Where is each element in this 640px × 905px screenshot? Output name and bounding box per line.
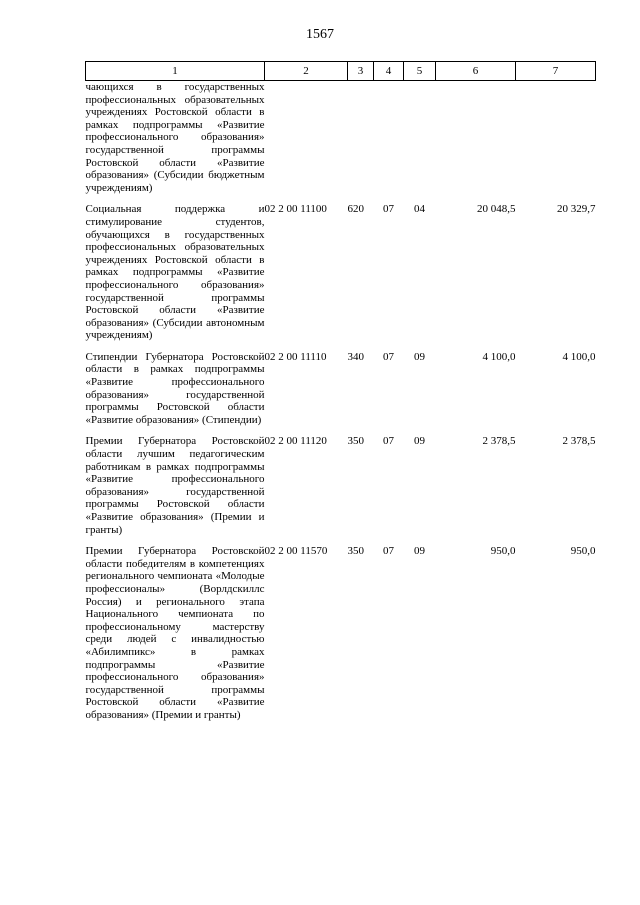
- table-row: [86, 542, 596, 727]
- section: 07: [383, 435, 394, 448]
- row-description: Премии Губернатора Ростовской области лучшим педагогическим работникам в рамках подпрограммы «Развитие профессионального образования» государственной программы Ростовской области «Развитие образования» (Премии и гранты): [85, 435, 265, 536]
- budget-table: [85, 61, 596, 728]
- amount-year-1: 2 378,5: [482, 435, 516, 448]
- expense-type: 350: [347, 435, 364, 448]
- row-description: Стипендии Губернатора Ростовской области в рамках подпрограммы «Развитие профессионального образования» государственной программы Ростовской области «Развитие образования» (Стипендии): [85, 350, 265, 426]
- amount-year-1: 950,0: [490, 545, 516, 558]
- row-description: чающихся в государственных профессиональных образовательных учреждениях Ростовской области в рамках подпрограммы «Развитие профессионального образования» государственной программы Ростовской области «Развитие образования» (Субсидии бюджетным учреждениям): [85, 81, 265, 194]
- page-number: 1567: [306, 27, 334, 42]
- amount-year-2: 950,0: [570, 545, 596, 558]
- amount-year-2: [516, 81, 596, 201]
- subsection: 09: [414, 545, 425, 558]
- amount-year-2: 4 100,0: [562, 350, 596, 363]
- subsection: 09: [414, 350, 425, 363]
- amount-year-1: 20 048,5: [477, 203, 516, 216]
- expense-type: [348, 81, 374, 201]
- header-row: [86, 62, 596, 81]
- target-code: [265, 81, 348, 201]
- column-header-7: 7: [516, 62, 596, 81]
- section: [374, 81, 404, 201]
- section: 07: [383, 545, 394, 558]
- column-header-2: 2: [265, 62, 348, 81]
- amount-year-1: [436, 81, 516, 201]
- expense-type: 620: [347, 203, 364, 216]
- target-code: 02 2 00 11110: [264, 350, 327, 363]
- column-header-6: 6: [436, 62, 516, 81]
- table-row: [86, 432, 596, 542]
- subsection: 04: [414, 203, 425, 216]
- table-row: [86, 81, 596, 201]
- amount-year-2: 2 378,5: [562, 435, 596, 448]
- column-header-5: 5: [404, 62, 436, 81]
- column-header-4: 4: [374, 62, 404, 81]
- table-row: [86, 348, 596, 433]
- expense-type: 350: [347, 545, 364, 558]
- subsection: [404, 81, 436, 201]
- target-code: 02 2 00 11570: [264, 545, 328, 558]
- column-header-1: 1: [86, 62, 265, 81]
- amount-year-1: 4 100,0: [482, 350, 516, 363]
- row-description: Социальная поддержка и стимулирование студентов, обучающихся в государственных профессиональных образовательных учреждениях Ростовской области в рамках подпрограммы «Развитие профессионального образования» государственной программы Ростовской области «Развитие образования» (Субсидии автономным учреждениям): [85, 203, 265, 342]
- section: 07: [383, 203, 394, 216]
- row-description: Премии Губернатора Ростовской области победителям в компетенциях регионального чемпионата «Молодые профессионалы» (Ворлдскиллс Россия) и регионального этапа Национального чемпионата по профессиональному мастерству среди людей с инвалидностью «Абилимпикс» в рамках подпрограммы «Развитие профессионального образования» государственной программы Ростовской области «Развитие образования» (Премии и гранты): [85, 545, 265, 721]
- expense-type: 340: [347, 350, 364, 363]
- subsection: 09: [414, 435, 425, 448]
- section: 07: [383, 350, 394, 363]
- amount-year-2: 20 329,7: [557, 203, 596, 216]
- target-code: 02 2 00 11100: [264, 203, 327, 216]
- target-code: 02 2 00 11120: [264, 435, 327, 448]
- table-row: [86, 200, 596, 348]
- column-header-3: 3: [348, 62, 374, 81]
